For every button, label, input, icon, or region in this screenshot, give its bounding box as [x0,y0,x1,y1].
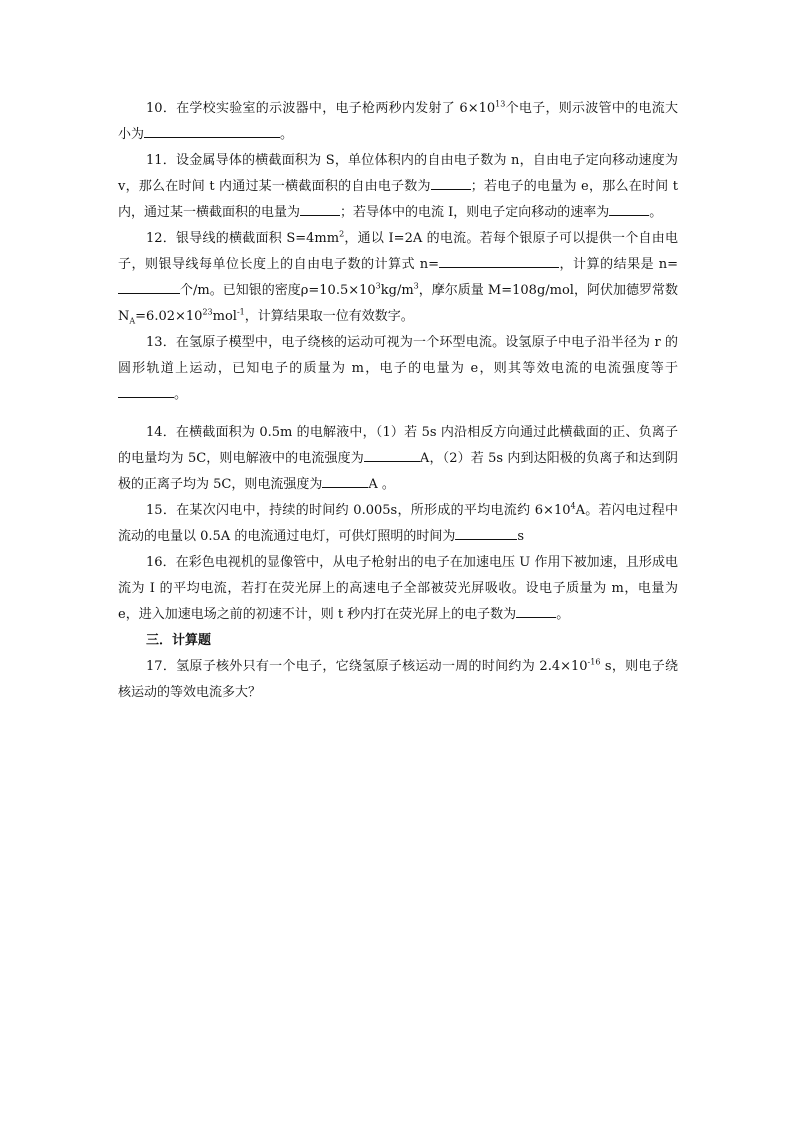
q11-text-3: ；若导体中的电流 I，则电子定向移动的速率为 [340,205,610,220]
q12-text-5: kg/m [380,283,414,298]
q10-text-1: 10．在学校实验室的示波器中，电子枪两秒内发射了 6×10 [146,101,496,116]
q14-text-1: 14．在横截面积为 0.5m 的电解液中，（1）若 5s 内沿相反方向通过此横截面的正、负离子的电量均为 5C，则电解液中的电流强度为 [118,425,678,466]
q12-sup-1: 2 [339,229,345,239]
q17-text-1: 17．氢原子核外只有一个电子，它绕氢原子核运动一周的时间约为 2.4×10 [146,659,588,674]
q10-sup-1: 13 [495,99,506,109]
q12-sup-5: -1 [236,307,245,317]
q12-text-2: ，通以 I=2A 的电流。若每个银原子可以提供一个自由电子，则银导线每单位长度上的自由电子数的计算式 n= [118,231,679,272]
q11-answer-blank-3[interactable] [609,200,649,216]
q12-text-9: ，计算结果取一位有效数字。 [244,309,414,324]
question-10 [118,96,678,148]
q13-text-1: 13．在氢原子模型中，电子绕核的运动可视为一个环型电流。设氢原子中电子沿半径为 r 的圆形轨道上运动，已知电子的质量为 m，电子的电量为 e，则其等效电流的电流强度等于 [118,335,678,376]
q16-text-1: 16．在彩色电视机的显像管中，从电子枪射出的电子在加速电压 U 作用下被加速，且形成电流为 I 的平均电流，若打在荧光屏上的高速电子全部被荧光屏吸收。设电子质量为 m，电量为 e，进入加速电场之前的初速不计，则 t 秒内打在荧光屏上的电子数为 [118,555,678,622]
q12-text-8: mol [212,309,237,324]
question-list [118,96,678,706]
q17-sup-1: -16 [587,657,601,667]
q12-text-7: =6.02×10 [135,309,203,324]
q12-answer-blank-1[interactable] [439,252,559,268]
q15-answer-blank[interactable] [455,524,517,540]
question-12 [118,226,678,330]
q14-text-3: A 。 [368,477,395,492]
q11-text-2: ；若电子的电量为 e，那么在时间 t 内，通过某一横截面积的电量为 [118,179,678,220]
q14-answer-blank-2[interactable] [322,472,368,488]
q15-text-1: 15．在某次闪电中，持续的时间约 0.005s，所形成的平均电流约 6×10 [146,503,571,518]
question-17 [118,654,678,706]
question-15 [118,498,678,550]
q15-text-3: s [517,529,524,544]
question-13 [118,330,678,408]
q11-text-4: 。 [649,205,663,220]
q12-answer-blank-2[interactable] [118,278,180,294]
q10-text-3: 。 [280,127,294,142]
q14-text-2: A，（2）若 5s 内到达阳极的负离子和达到阴极的正离子均为 5C，则电流强度为 [118,451,678,492]
q15-sup-1: 4 [570,501,576,511]
q12-sup-3: 3 [413,281,419,291]
q12-text-4: 个/m。已知银的密度ρ=10.5×10 [180,283,376,298]
question-14 [118,420,678,498]
q10-text-2: 个电子，则示波管中的电流大小为 [118,101,678,142]
q12-sub-1: A [129,316,136,326]
q16-text-2: 。 [556,607,570,622]
q11-answer-blank-2[interactable] [300,200,340,216]
q11-text-1: 11．设金属导体的横截面积为 S，单位体积内的自由电子数为 n，自由电子定向移动速度为 v，那么在时间 t 内通过某一横截面积的自由电子数为 [118,153,678,194]
section-heading-calculation: 三．计算题 [146,633,212,648]
q13-answer-blank[interactable] [118,382,174,398]
q12-sup-2: 3 [375,281,381,291]
q12-text-1: 12．银导线的横截面积 S=4mm [146,231,340,246]
q10-answer-blank[interactable] [144,122,280,138]
q12-text-6: ，摩尔质量 M=108g/mol，阿伏加德罗常数 N [118,283,678,324]
q11-answer-blank-1[interactable] [431,174,471,190]
q12-sup-4: 23 [202,307,213,317]
question-16 [118,550,678,628]
q14-answer-blank-1[interactable] [364,446,420,462]
q17-text-2: s，则电子绕核运动的等效电流多大？ [118,659,678,700]
q13-text-2: 。 [174,387,188,402]
question-11 [118,148,678,226]
q16-answer-blank[interactable] [516,602,556,618]
q15-text-2: A。若闪电过程中流动的电量以 0.5A 的电流通过电灯，可供灯照明的时间为 [118,503,679,544]
q12-text-3: ，计算的结果是 n= [559,257,678,272]
